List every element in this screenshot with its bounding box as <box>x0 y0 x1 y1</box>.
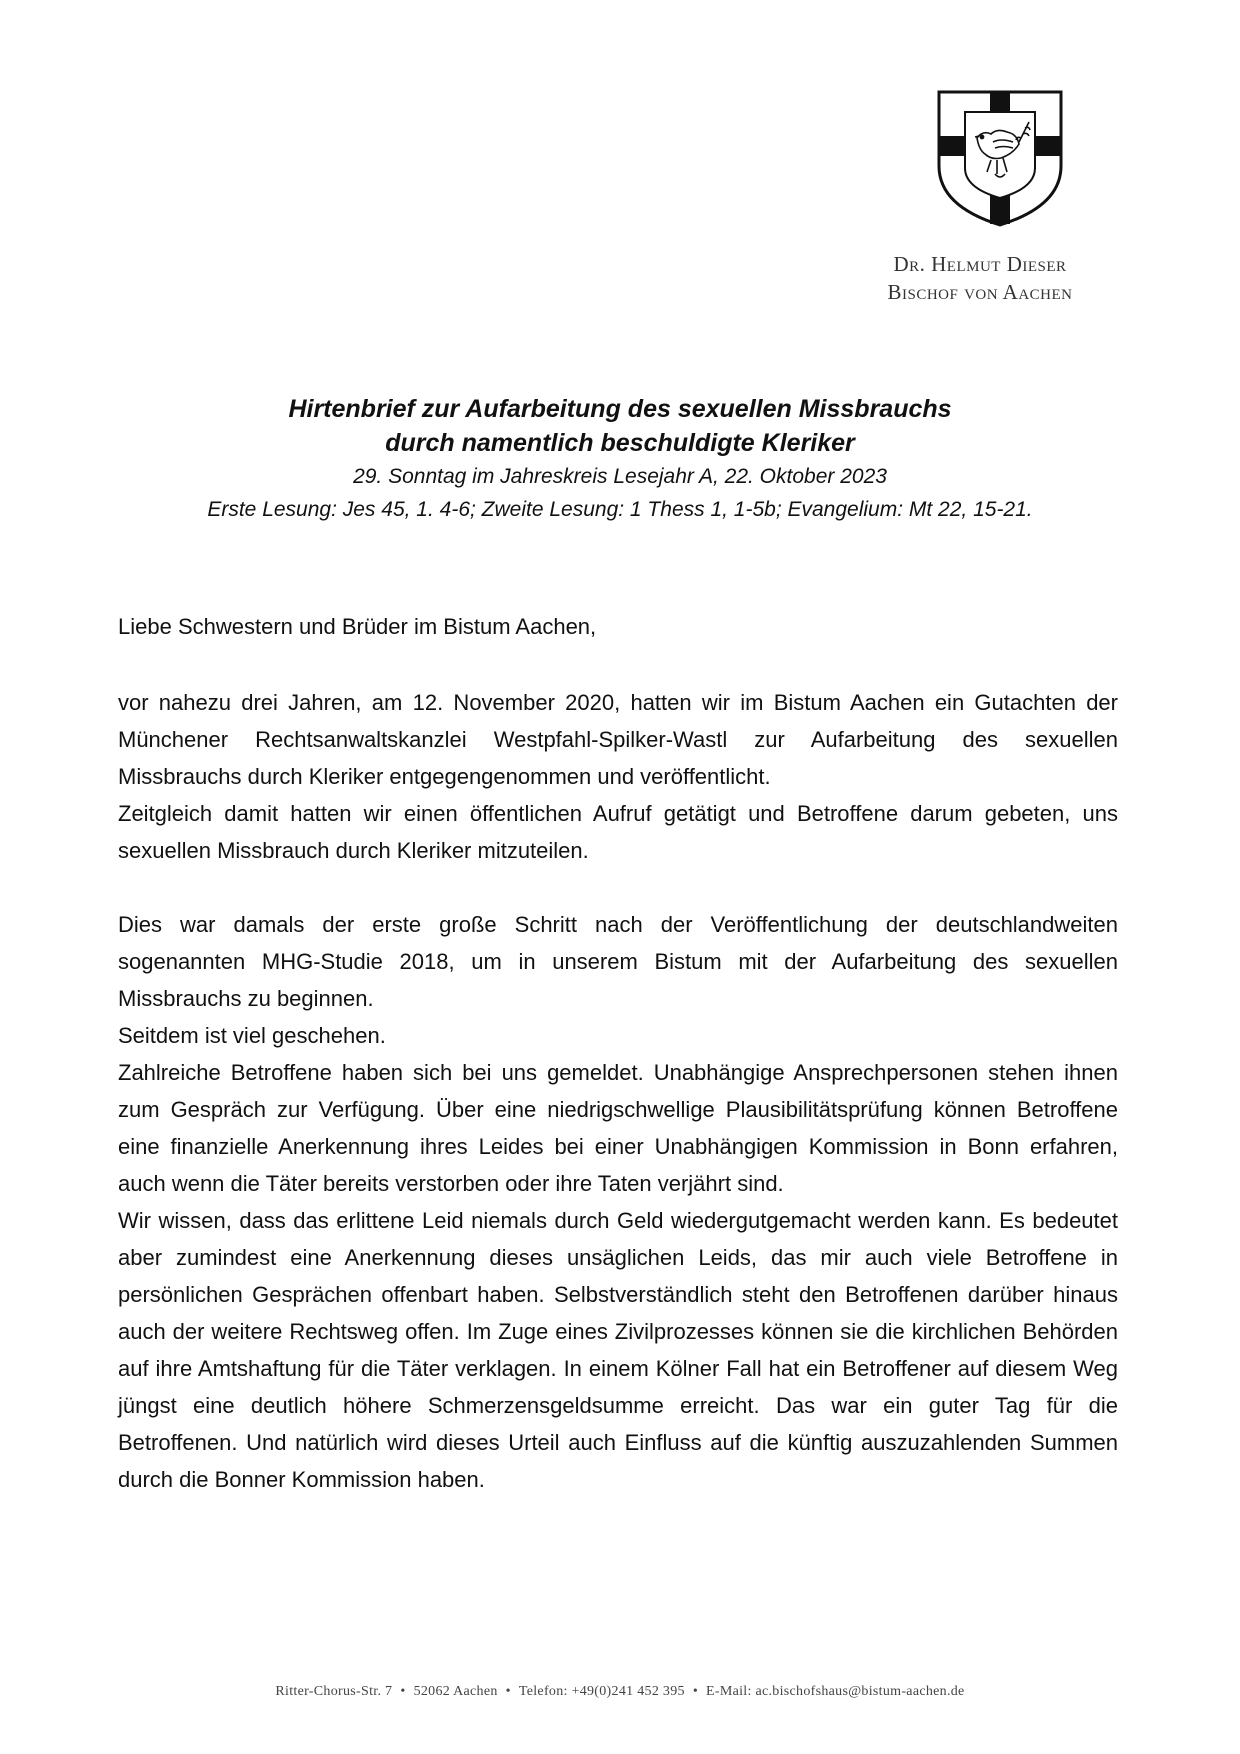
separator-dot: • <box>692 1684 699 1699</box>
separator-dot: • <box>400 1684 406 1699</box>
paragraph: Zeitgleich damit hatten wir einen öffentlichen Aufruf getätigt und Betroffene darum gebeten, uns sexuellen Missbrauch durch Kleriker mitzuteilen. <box>118 801 1118 863</box>
paragraph: Seitdem ist viel geschehen. <box>118 1023 386 1048</box>
paragraph: Zahlreiche Betroffene haben sich bei uns gemeldet. Unabhängige Ansprechpersonen stehen ihnen zum Gespräch zur Verfügung. Über eine niedrigschwellige Plausibilitätsprüfung können Betroffene eine finanzielle Anerkennung ihres Leides bei einer Unabhängigen Kommission in Bonn erfahren, auch wenn die Täter bereits verstorben oder ihre Taten verjährt sind. <box>118 1060 1118 1196</box>
footer-phone: Telefon: +49(0)241 452 395 <box>518 1684 685 1699</box>
salutation: Liebe Schwestern und Brüder im Bistum Aachen, <box>118 614 597 639</box>
sender-role: Bischof von Aachen <box>887 280 1073 304</box>
readings-line: Erste Lesung: Jes 45, 1. 4-6; Zweite Lesung: 1 Thess 1, 1-5b; Evangelium: Mt 22, 15-21. <box>207 498 1033 521</box>
footer-email: E-Mail: ac.bischofshaus@bistum-aachen.de <box>706 1684 965 1699</box>
sender-block <box>840 250 1120 306</box>
title-line-2: durch namentlich beschuldigte Kleriker <box>385 429 855 457</box>
title-line-1: Hirtenbrief zur Aufarbeitung des sexuellen Missbrauchs <box>288 395 952 423</box>
footer-city: 52062 Aachen <box>413 1684 498 1699</box>
coat-of-arms-icon <box>935 88 1065 228</box>
separator-dot: • <box>505 1684 511 1699</box>
paragraph: vor nahezu drei Jahren, am 12. November 2020, hatten wir im Bistum Aachen ein Gutachten der Münchener Rechtsanwaltskanzlei Westpfahl-Spilker-Wastl zur Aufarbeitung des sexuellen Missbrauchs durch Kleriker entgegengenommen und veröffentlicht. <box>118 690 1118 789</box>
letter-body <box>118 684 1118 1498</box>
date-line: 29. Sonntag im Jahreskreis Lesejahr A, 22. Oktober 2023 <box>353 465 887 488</box>
paragraph: Wir wissen, dass das erlittene Leid niemals durch Geld wiedergutgemacht werden kann. Es bedeutet aber zumindest eine Anerkennung dieses unsäglichen Leids, das mir auch viele Betroffene in persönlichen Gesprächen offenbart haben. Selbstverständlich steht den Betroffenen darüber hinaus auch der weitere Rechtsweg offen. Im Zuge eines Zivilprozesses können sie die kirchlichen Behörden auf ihre Amtshaftung für die Täter verklagen. In einem Kölner Fall hat ein Betroffener auf diesem Weg jüngst eine deutlich höhere Schmerzensgeldsumme erreicht. Das war ein guter Tag für die Betroffenen. Und natürlich wird dieses Urteil auch Einfluss auf die künftig auszuzahlenden Summen durch die Bonner Kommission haben. <box>118 1208 1118 1492</box>
paragraph: Dies war damals der erste große Schritt nach der Veröffentlichung der deutschlandweiten sogenannten MHG-Studie 2018, um in unserem Bistum mit der Aufarbeitung des sexuellen Missbrauchs zu beginnen. <box>118 912 1118 1011</box>
sender-name: Dr. Helmut Dieser <box>893 252 1067 276</box>
footer-street: Ritter-Chorus-Str. 7 <box>275 1684 393 1699</box>
footer-address <box>0 1684 1240 1700</box>
letter-heading <box>120 392 1120 526</box>
